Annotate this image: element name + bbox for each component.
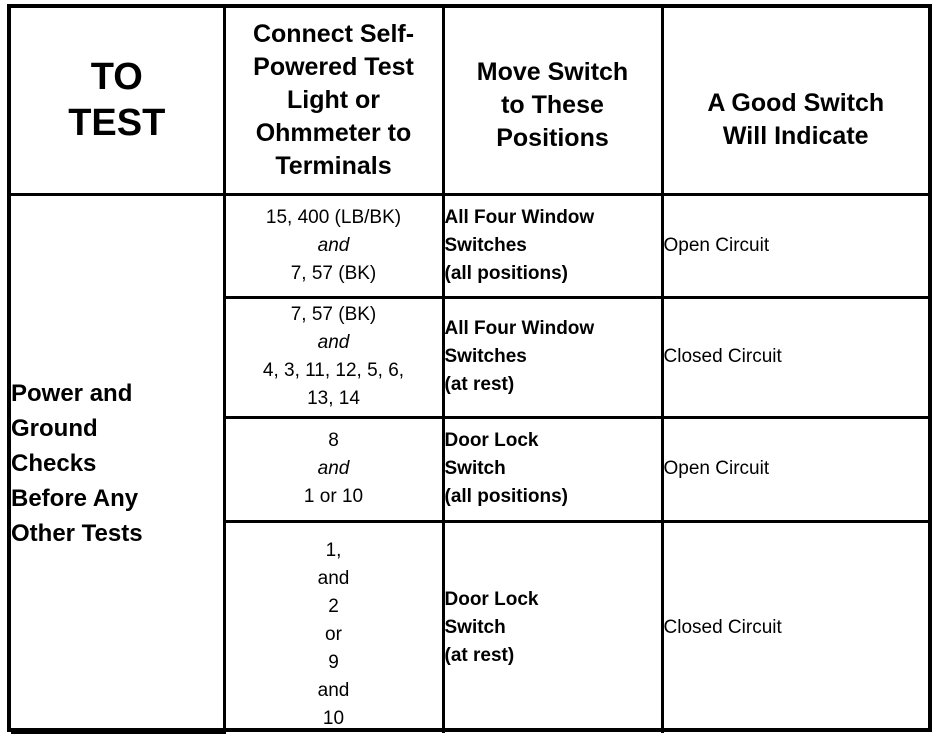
header-connect-line: Terminals bbox=[275, 151, 392, 180]
position-line: (all positions) bbox=[444, 486, 568, 507]
indication-cell: Closed Circuit bbox=[662, 521, 928, 733]
indication-cell: Open Circuit bbox=[662, 194, 928, 297]
header-connect-terminals bbox=[224, 8, 443, 194]
terminals-cell bbox=[224, 297, 443, 417]
terminal-conjunction: and bbox=[317, 332, 350, 353]
test-label-line: Before Any bbox=[11, 484, 139, 512]
terminal-line: 1, bbox=[325, 539, 342, 561]
position-line: All Four Window bbox=[444, 318, 595, 339]
test-label-line: Other Tests bbox=[11, 519, 143, 547]
position-line: Switch bbox=[444, 458, 506, 479]
terminals-cell bbox=[224, 194, 443, 297]
header-to-test-line: TEST bbox=[68, 102, 166, 145]
terminals-cell bbox=[224, 521, 443, 733]
terminal-conjunction: and bbox=[317, 458, 350, 479]
terminal-line: 9 bbox=[328, 651, 339, 673]
test-procedure-table bbox=[7, 4, 932, 732]
header-connect-line: Connect Self- bbox=[252, 19, 415, 48]
position-line: Switches bbox=[444, 234, 527, 256]
terminal-line: 15, 400 (LB/BK) bbox=[265, 206, 402, 228]
header-connect-line: Powered Test bbox=[253, 52, 414, 81]
header-connect-line: Ohmmeter to bbox=[255, 118, 412, 147]
header-to-test-line: TO bbox=[90, 56, 143, 99]
header-move-switch bbox=[443, 8, 662, 194]
switch-position-cell bbox=[443, 194, 662, 297]
terminal-line: 7, 57 (BK) bbox=[290, 262, 377, 284]
indication-cell: Open Circuit bbox=[662, 417, 928, 521]
terminal-line: 7, 57 (BK) bbox=[290, 304, 377, 325]
terminal-line: or bbox=[325, 623, 342, 645]
terminal-line: 8 bbox=[328, 430, 339, 451]
header-move-line: to These bbox=[501, 90, 604, 119]
test-label-line: Checks bbox=[11, 449, 97, 477]
terminal-line: 2 bbox=[328, 595, 339, 617]
header-indicate-line: Will Indicate bbox=[722, 122, 869, 151]
header-to-test bbox=[11, 8, 224, 194]
position-line: Door Lock bbox=[444, 430, 539, 451]
position-line: (at rest) bbox=[444, 374, 515, 395]
terminal-line: 1 or 10 bbox=[303, 486, 364, 507]
position-line: (at rest) bbox=[444, 644, 515, 666]
switch-position-cell bbox=[443, 521, 662, 733]
test-category-cell bbox=[11, 194, 224, 733]
header-connect-line: Light or bbox=[286, 85, 381, 114]
terminal-line: and bbox=[317, 567, 350, 589]
terminal-line: 4, 3, 11, 12, 5, 6, bbox=[262, 360, 405, 381]
header-row bbox=[11, 8, 928, 194]
header-good-switch bbox=[662, 8, 928, 194]
position-line: Switches bbox=[444, 346, 527, 367]
switch-position-cell bbox=[443, 297, 662, 417]
switch-position-cell bbox=[443, 417, 662, 521]
position-line: (all positions) bbox=[444, 262, 568, 284]
indication-cell: Closed Circuit bbox=[662, 297, 928, 417]
terminal-line: 10 bbox=[322, 707, 345, 729]
switch-test-grid bbox=[11, 8, 928, 734]
terminal-line: and bbox=[317, 679, 350, 701]
position-line: Door Lock bbox=[444, 588, 539, 610]
position-line: All Four Window bbox=[444, 206, 595, 228]
terminals-cell bbox=[224, 417, 443, 521]
terminal-conjunction: and bbox=[317, 234, 350, 256]
test-label-line: Ground bbox=[11, 414, 98, 442]
position-line: Switch bbox=[444, 616, 506, 638]
test-label-line: Power and bbox=[11, 379, 133, 407]
table-row bbox=[11, 194, 928, 297]
header-move-line: Positions bbox=[496, 123, 609, 152]
terminal-line: 13, 14 bbox=[307, 388, 360, 409]
header-indicate-line: A Good Switch bbox=[707, 89, 885, 118]
header-move-line: Move Switch bbox=[476, 57, 629, 86]
